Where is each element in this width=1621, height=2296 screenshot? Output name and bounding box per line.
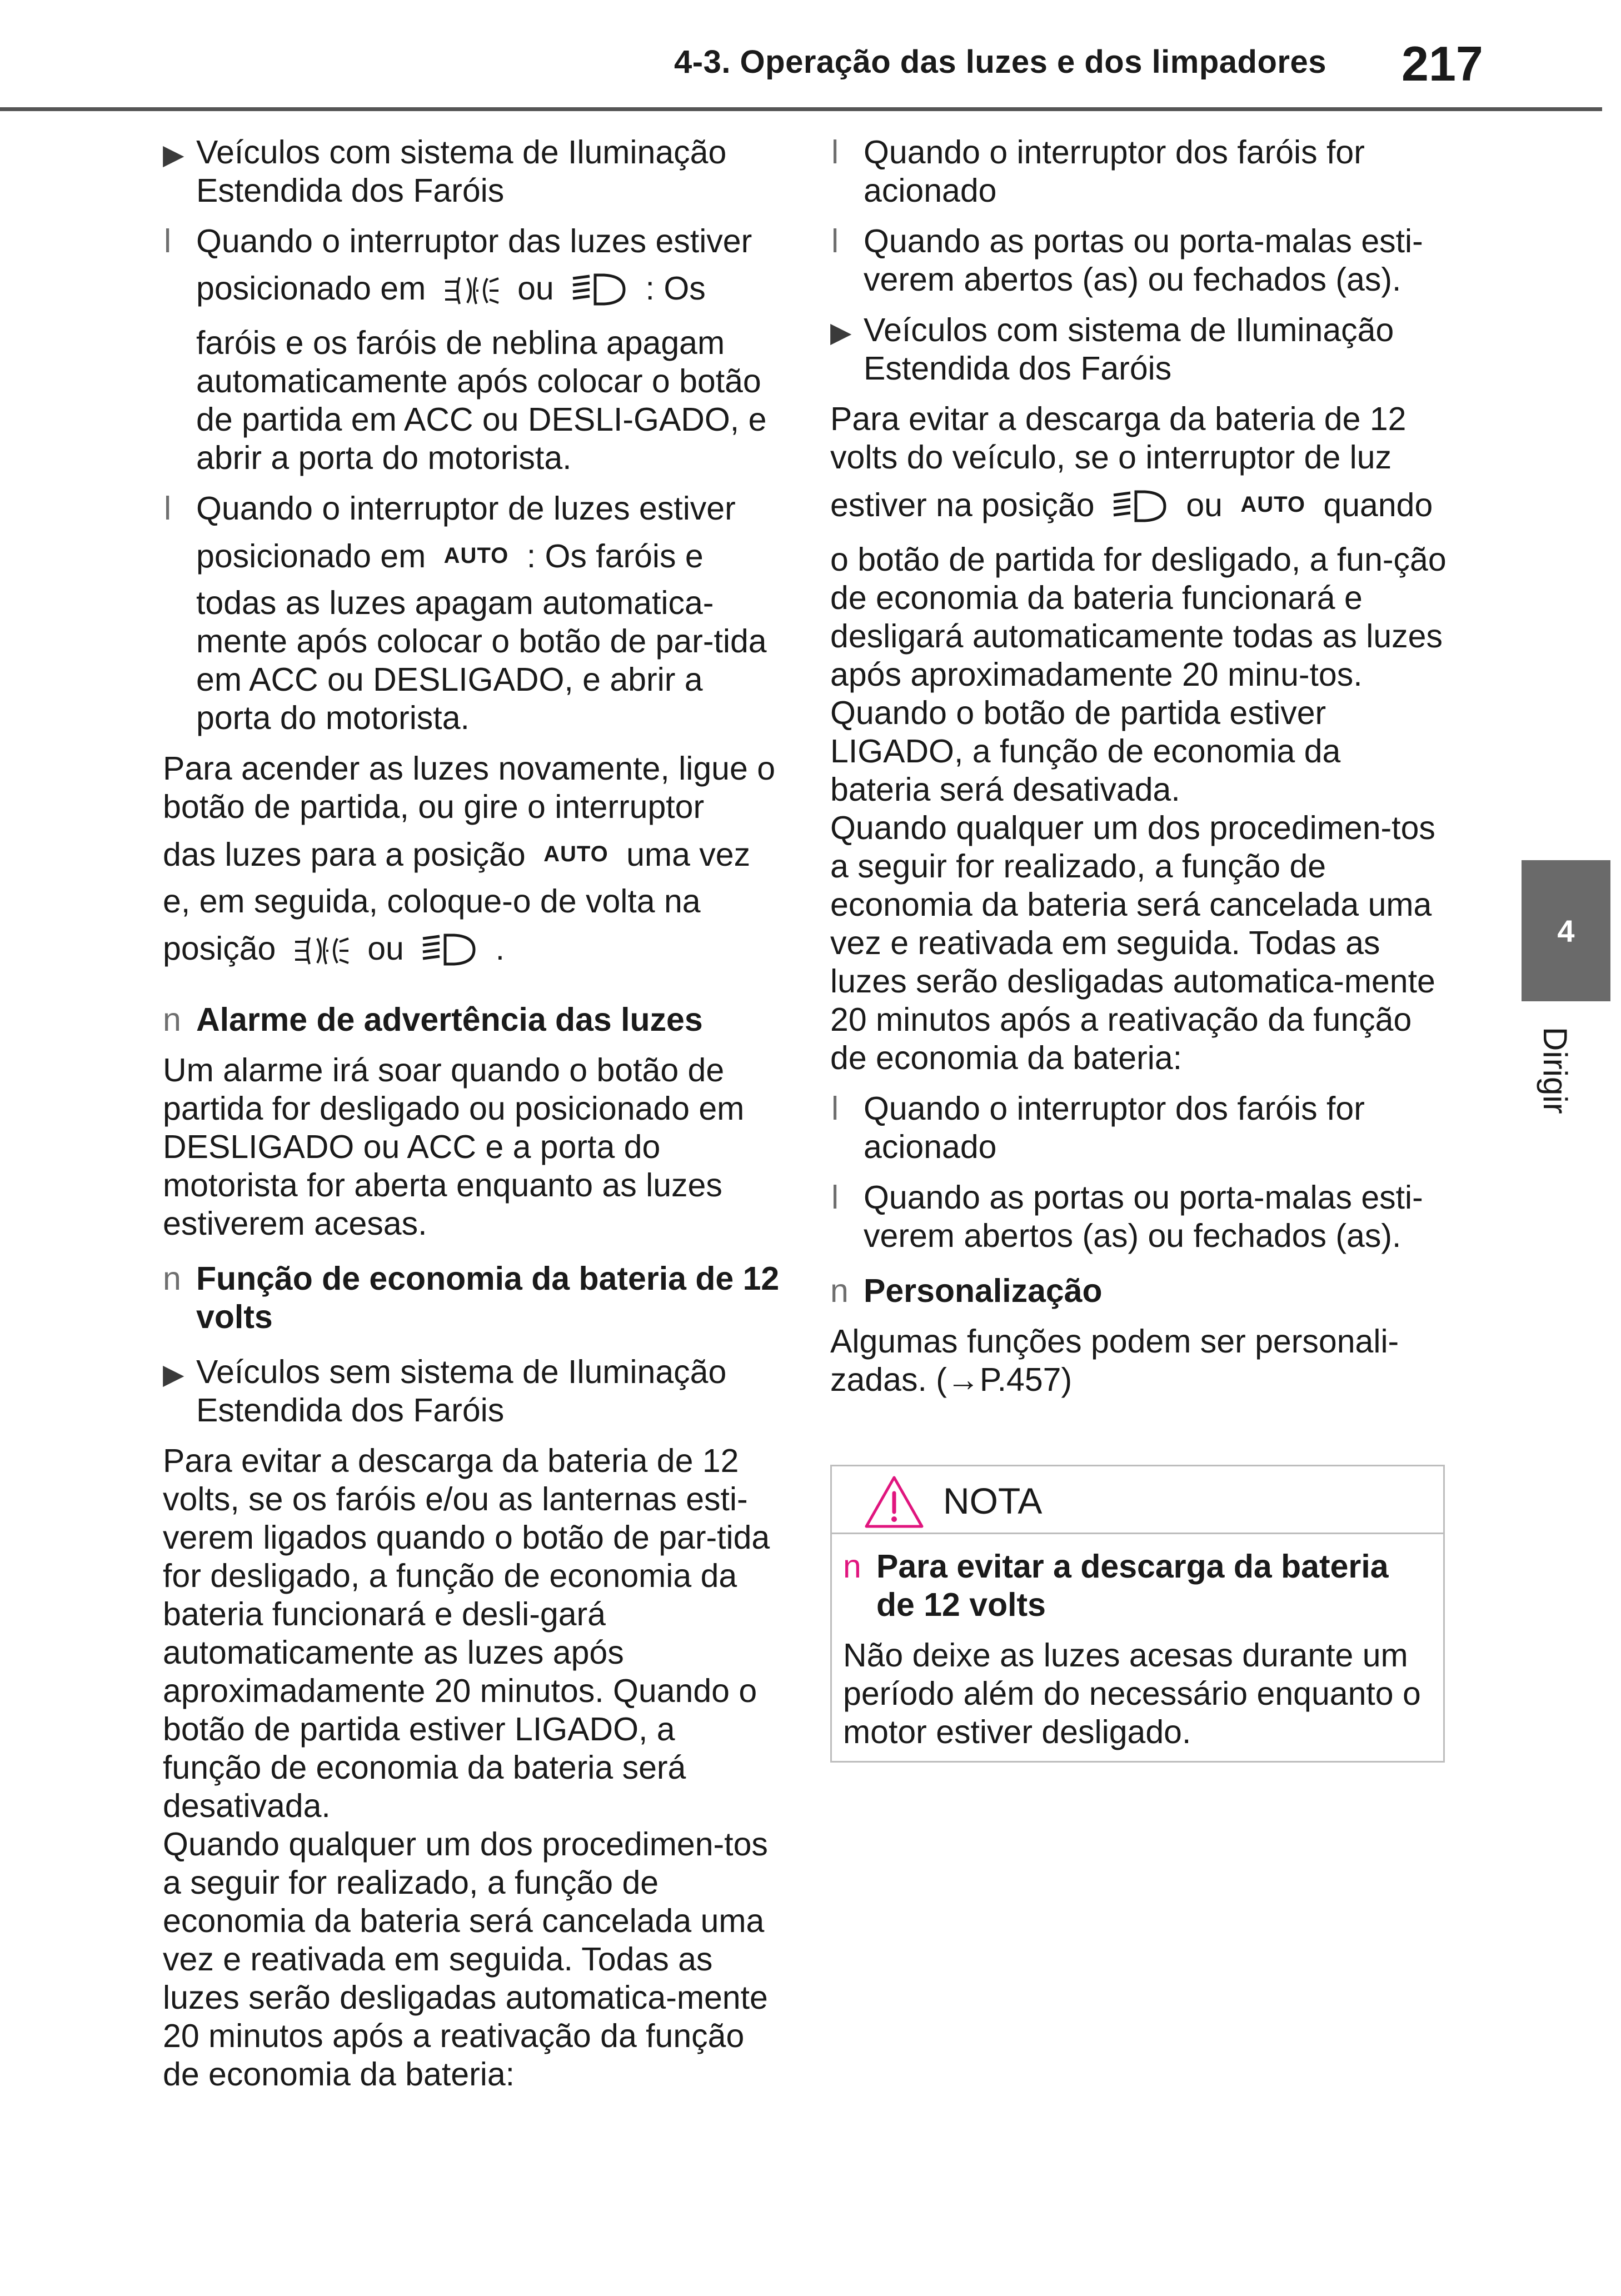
list-bar-icon: l — [831, 223, 839, 259]
headlight-icon — [1111, 485, 1169, 541]
auto-label: AUTO — [1240, 492, 1306, 517]
paragraph-text: ou — [1186, 487, 1223, 523]
chapter-label: Dirigir — [1537, 1027, 1574, 1114]
list-item — [830, 1090, 1447, 1166]
bullet-title-line: Estendida dos Faróis — [196, 172, 505, 209]
triangle-bullet-icon: ▶ — [163, 139, 184, 170]
bullet-group-with-extended — [163, 133, 780, 210]
right-column — [830, 133, 1447, 1399]
item-text: posicionado em — [196, 270, 426, 307]
fog-light-icon — [443, 268, 501, 324]
list-bar-icon: l — [164, 490, 172, 527]
item-text: Quando o interruptor de luzes estiver — [196, 490, 736, 527]
item-text: posicionado em — [196, 538, 426, 575]
heading-marker-icon: n — [830, 1272, 849, 1309]
item-text: Quando as portas ou porta-malas esti-verem abertos (as) ou fechados (as). — [864, 223, 1423, 298]
heading-marker-icon: n — [163, 1260, 181, 1297]
paragraph-text: Quando qualquer um dos procedimen-tos a seguir for realizado, a função de economia da bateria será cancelada uma vez e reativada em seguida. Todas as luzes serão desligadas automatica-mente 20 minutos após a reativação da função de economia da bateria: — [830, 810, 1435, 1076]
item-text-with-icons — [196, 261, 780, 324]
item-text: : Os — [645, 270, 706, 307]
headlight-icon — [571, 268, 629, 324]
item-text: Quando o interruptor dos faróis for acionado — [864, 134, 1365, 209]
left-column — [163, 133, 780, 2094]
heading-marker-icon: n — [163, 1001, 181, 1038]
paragraph-text-with-icons — [163, 921, 780, 984]
bullet-title-line: Veículos sem sistema de Iluminação — [196, 1354, 727, 1390]
section-heading — [163, 1001, 780, 1039]
bullet-title-line: Estendida dos Faróis — [864, 350, 1172, 387]
chapter-number: 4 — [1557, 913, 1575, 949]
paragraph-text: Algumas funções podem ser personali-zadas. (→P.457) — [830, 1323, 1399, 1398]
heading-marker-icon: n — [843, 1548, 861, 1585]
item-text-with-icons — [196, 528, 780, 584]
fog-light-icon — [293, 929, 351, 984]
triangle-bullet-icon: ▶ — [163, 1359, 184, 1390]
triangle-bullet-icon: ▶ — [830, 317, 852, 348]
headlight-icon — [421, 929, 478, 984]
paragraph-text: o botão de partida for desligado, a fun-ção de economia da bateria funcionará e desligará automaticamente todas as luzes após aproximadamente 20 minu-tos. Quando o botão de partida estiver LIGADO, a função de economia da bateria será desativada. — [830, 541, 1447, 808]
heading-text: Alarme de advertência das luzes — [196, 1001, 703, 1038]
paragraph-text: Para acender as luzes novamente, ligue o botão de partida, ou gire o interruptor — [163, 750, 776, 825]
paragraph-text: . — [495, 930, 505, 967]
list-item — [163, 490, 780, 737]
paragraph — [830, 400, 1447, 809]
list-bar-icon: l — [831, 1090, 839, 1127]
note-heading — [843, 1548, 1432, 1624]
paragraph-text: Para evitar a descarga da bateria de 12 volts, se os faróis e/ou as lanternas esti-verem ligados quando o botão de par-tida for desligado, a função de economia da bateria funcionará e desli-gará automaticamente as luzes após aproximadamente 20 minutos. Quando o botão de partida estiver LIGADO, a função de economia da bateria será desativada. — [163, 1443, 770, 1824]
warning-triangle-icon — [863, 1474, 925, 1533]
bullet-title-line: Veículos com sistema de Iluminação — [196, 134, 727, 171]
list-item — [830, 1179, 1447, 1255]
paragraph-text: e, em seguida, coloque-o de volta na — [163, 883, 701, 920]
section-heading — [830, 1272, 1447, 1310]
paragraph-text: uma vez — [626, 836, 751, 873]
item-text: Quando o interruptor das luzes estiver — [196, 223, 752, 259]
item-text: Quando as portas ou porta-malas esti-verem abertos (as) ou fechados (as). — [864, 1179, 1423, 1254]
list-item — [830, 222, 1447, 299]
bullet-title-line: Estendida dos Faróis — [196, 1392, 505, 1429]
list-item — [163, 222, 780, 477]
paragraph-text: das luzes para a posição — [163, 836, 526, 873]
bullet-group-with-extended — [830, 311, 1447, 388]
item-text: todas as luzes apagam automatica-mente após colocar o botão de par-tida em ACC ou DESLIGADO, e abrir a porta do motorista. — [196, 585, 767, 736]
list-bar-icon: l — [831, 1179, 839, 1216]
header-rule — [0, 107, 1602, 111]
paragraph-text: Para evitar a descarga da bateria de 12 volts do veículo, se o interruptor de luz — [830, 401, 1406, 476]
auto-label: AUTO — [443, 543, 509, 568]
paragraph-text: ou — [367, 930, 404, 967]
note-title: NOTA — [943, 1480, 1043, 1521]
paragraph-text-with-icons — [163, 826, 780, 882]
bullet-title-line: Veículos com sistema de Iluminação — [864, 312, 1394, 348]
heading-text: Para evitar a descarga da bateria de 12 volts — [876, 1548, 1389, 1623]
paragraph-text-with-icons — [830, 477, 1447, 541]
section-title: 4-3. Operação das luzes e dos limpadores — [674, 44, 1326, 80]
item-text: ou — [517, 270, 554, 307]
item-text: : Os faróis e — [526, 538, 704, 575]
item-text: Quando o interruptor dos faróis for acionado — [864, 1090, 1365, 1165]
heading-text: Função de economia da bateria de 12 volts — [196, 1260, 780, 1335]
section-heading — [163, 1260, 780, 1336]
heading-text: Personalização — [864, 1272, 1103, 1309]
note-box — [830, 1465, 1445, 1763]
note-header — [832, 1466, 1443, 1534]
page-number: 217 — [1401, 36, 1483, 91]
paragraph-text: posição — [163, 930, 276, 967]
list-item — [830, 133, 1447, 210]
item-text: faróis e os faróis de neblina apagam automaticamente após colocar o botão de partida em ACC ou DESLI-GADO, e abrir a porta do motorista. — [196, 325, 767, 476]
auto-label: AUTO — [543, 842, 609, 866]
paragraph-text: Quando qualquer um dos procedimen-tos a seguir for realizado, a função de economia da bateria será cancelada uma vez e reativada em seguida. Todas as luzes serão desligadas automatica-mente 20 minutos após a reativação da função de economia da bateria: — [163, 1826, 768, 2093]
list-bar-icon: l — [831, 134, 839, 171]
paragraph-text: quando — [1323, 487, 1433, 523]
note-text: Não deixe as luzes acesas durante um período além do necessário enquanto o motor estiver desligado. — [843, 1637, 1421, 1750]
note-body — [843, 1548, 1432, 1751]
paragraph-text: Um alarme irá soar quando o botão de partida for desligado ou posicionado em DESLIGADO ou ACC e a porta do motorista for aberta enquanto as luzes estiverem acesas. — [163, 1052, 745, 1242]
bullet-group-without-extended — [163, 1353, 780, 1430]
chapter-tab — [1522, 860, 1610, 1001]
paragraph-text: estiver na posição — [830, 487, 1095, 523]
list-bar-icon: l — [164, 223, 172, 259]
paragraph — [163, 750, 780, 984]
